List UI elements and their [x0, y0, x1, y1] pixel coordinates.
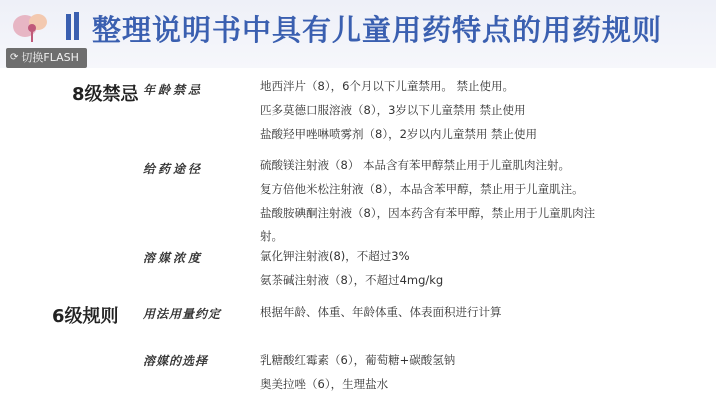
list-item: 复方倍他米松注射液（8），本品含苯甲醇，禁止用于儿童肌注。 [260, 182, 584, 196]
switch-flash-button[interactable] [6, 48, 87, 68]
group-label-solvent-conc: 溶媒浓度 [143, 251, 204, 265]
group-label-route: 给药途径 [143, 162, 204, 176]
switch-flash-label: 切换FLASH [21, 51, 79, 64]
section-heading-6: 6级规则 [52, 306, 119, 327]
list-item: 射。 [260, 229, 283, 243]
list-item: 硫酸镁注射液（8） 本品含有苯甲醇禁止用于儿童肌肉注射。 [260, 158, 570, 172]
list-item: 氯化钾注射液(8)，不超过3% [260, 249, 410, 263]
list-item: 氨茶碱注射液（8），不超过4mg/kg [260, 273, 444, 287]
list-item: 盐酸胺碘酮注射液（8），因本药含有苯甲醇，禁止用于儿童肌肉注 [260, 206, 596, 220]
header-banner [0, 0, 716, 68]
list-item: 乳糖酸红霉素（6），葡萄糖+碳酸氢钠 [260, 353, 456, 367]
group-label-age: 年龄禁忌 [143, 83, 204, 97]
list-item: 根据年龄、体重、年龄体重、体表面积进行计算 [260, 305, 502, 319]
title-accent-bars [66, 14, 82, 40]
group-label-dosage: 用法用量约定 [143, 307, 222, 321]
page-title: 整理说明书中具有儿童用药特点的用药规则 [92, 13, 663, 47]
refresh-icon: ⟳ [10, 52, 19, 63]
group-label-solvent-choice: 溶媒的选择 [143, 354, 209, 368]
logo-icon [8, 8, 56, 44]
list-item: 盐酸羟甲唑啉喷雾剂（8），2岁以内儿童禁用 禁止使用 [260, 127, 538, 141]
list-item: 匹多莫德口服溶液（8），3岁以下儿童禁用 禁止使用 [260, 103, 526, 117]
list-item: 地西泮片（8），6个月以下儿童禁用。 禁止使用。 [260, 79, 515, 93]
list-item: 奥美拉唑（6），生理盐水 [260, 377, 389, 391]
section-heading-8: 8级禁忌 [72, 84, 139, 105]
